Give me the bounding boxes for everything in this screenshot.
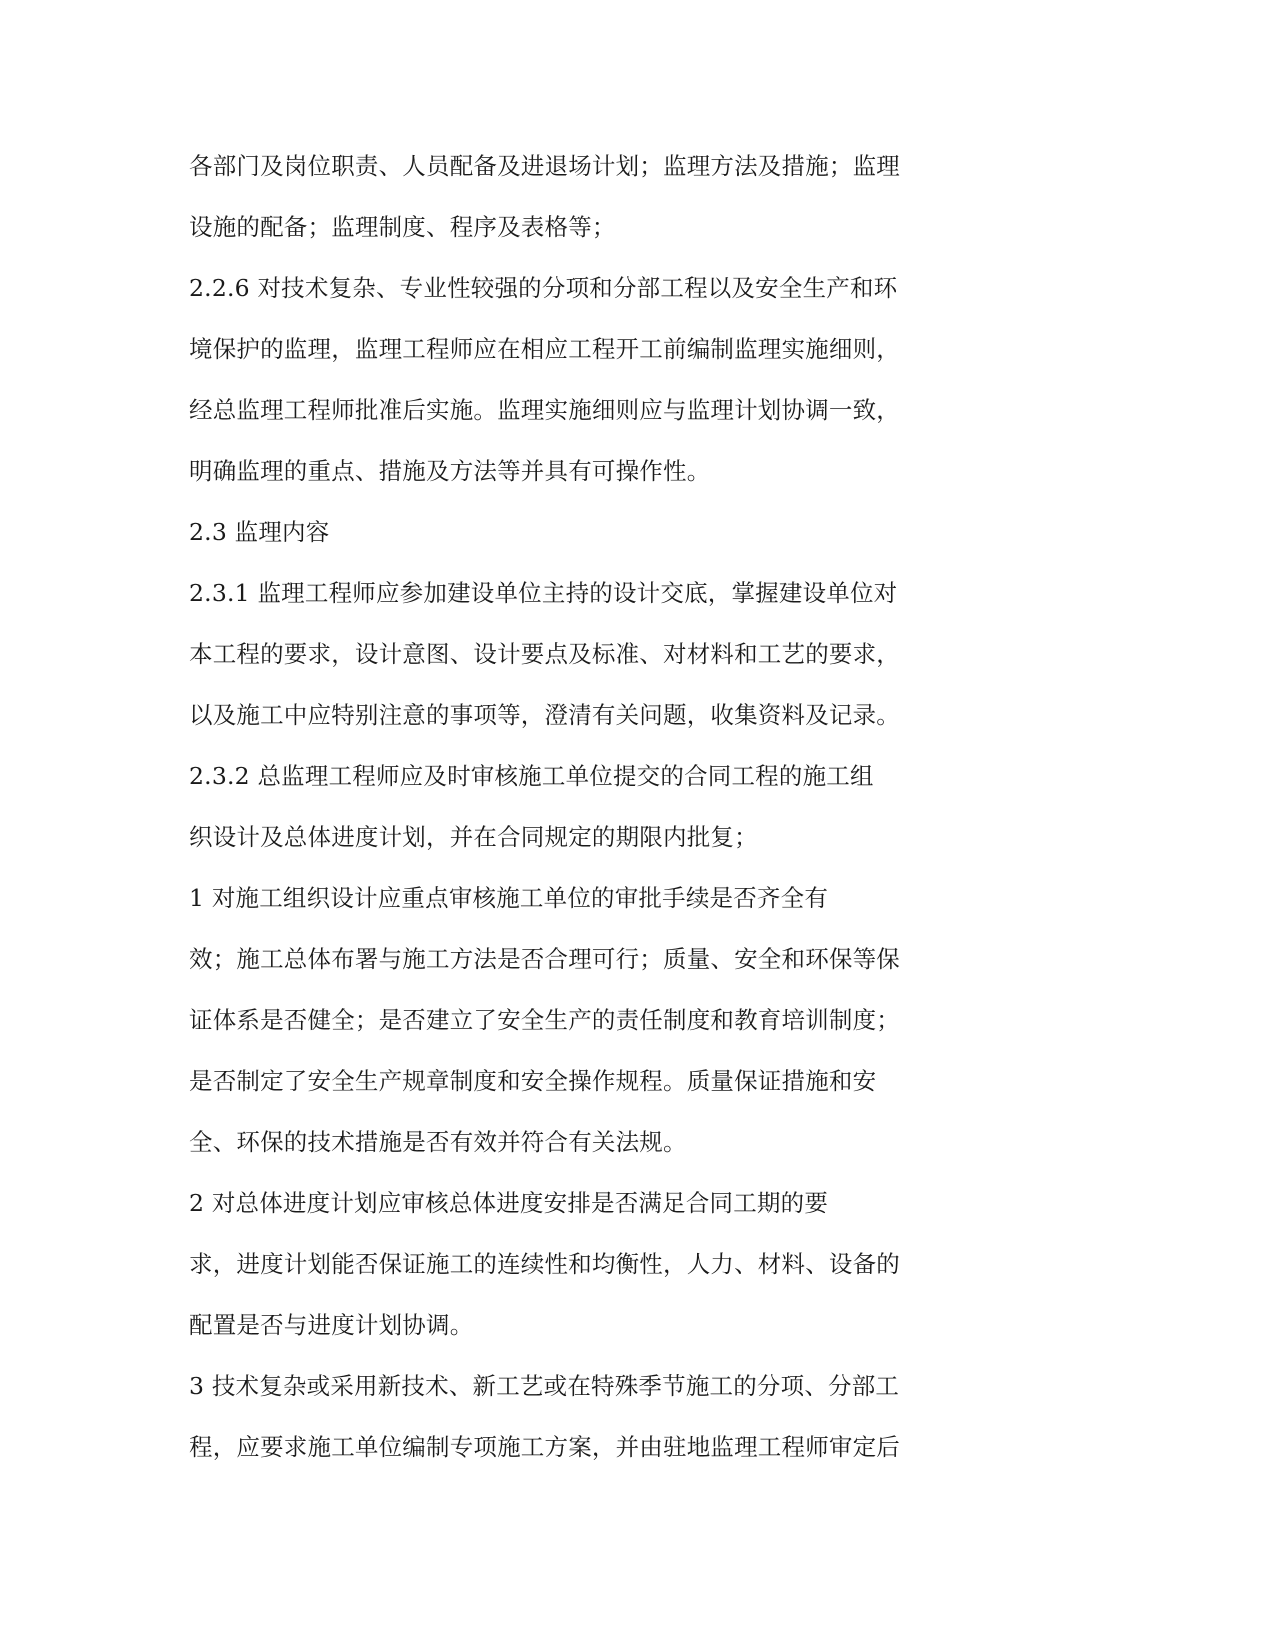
text-line: 本工程的要求，设计意图、设计要点及标准、对材料和工艺的要求， xyxy=(189,640,900,668)
text-line: 织设计及总体进度计划，并在合同规定的期限内批复； xyxy=(189,823,758,851)
text-line: 2.3.1 监理工程师应参加建设单位主持的设计交底，掌握建设单位对 xyxy=(189,579,898,607)
text-line: 2 对总体进度计划应审核总体进度安排是否满足合同工期的要 xyxy=(189,1189,829,1217)
text-line: 配置是否与进度计划协调。 xyxy=(189,1311,474,1339)
text-line: 全、环保的技术措施是否有效并符合有关法规。 xyxy=(189,1128,687,1156)
text-line: 证体系是否健全；是否建立了安全生产的责任制度和教育培训制度； xyxy=(189,1006,900,1034)
text-line: 效；施工总体布署与施工方法是否合理可行；质量、安全和环保等保 xyxy=(189,945,900,973)
section-heading: 2.3 监理内容 xyxy=(189,518,330,546)
text-line: 3 技术复杂或采用新技术、新工艺或在特殊季节施工的分项、分部工 xyxy=(189,1372,900,1400)
text-line: 程，应要求施工单位编制专项施工方案，并由驻地监理工程师审定后 xyxy=(189,1433,900,1461)
text-line: 境保护的监理，监理工程师应在相应工程开工前编制监理实施细则， xyxy=(189,335,900,363)
text-line: 2.2.6 对技术复杂、专业性较强的分项和分部工程以及安全生产和环 xyxy=(189,274,898,302)
text-line: 经总监理工程师批准后实施。监理实施细则应与监理计划协调一致， xyxy=(189,396,900,424)
document-body xyxy=(189,136,949,1478)
text-line: 以及施工中应特别注意的事项等，澄清有关问题，收集资料及记录。 xyxy=(189,701,900,729)
text-line: 明确监理的重点、措施及方法等并具有可操作性。 xyxy=(189,457,711,485)
text-line: 各部门及岗位职责、人员配备及进退场计划；监理方法及措施；监理 xyxy=(189,152,900,180)
text-line: 1 对施工组织设计应重点审核施工单位的审批手续是否齐全有 xyxy=(189,884,829,912)
text-line: 2.3.2 总监理工程师应及时审核施工单位提交的合同工程的施工组 xyxy=(189,762,874,790)
text-line: 求，进度计划能否保证施工的连续性和均衡性，人力、材料、设备的 xyxy=(189,1250,900,1278)
text-line: 是否制定了安全生产规章制度和安全操作规程。质量保证措施和安 xyxy=(189,1067,877,1095)
text-line: 设施的配备；监理制度、程序及表格等； xyxy=(189,213,616,241)
